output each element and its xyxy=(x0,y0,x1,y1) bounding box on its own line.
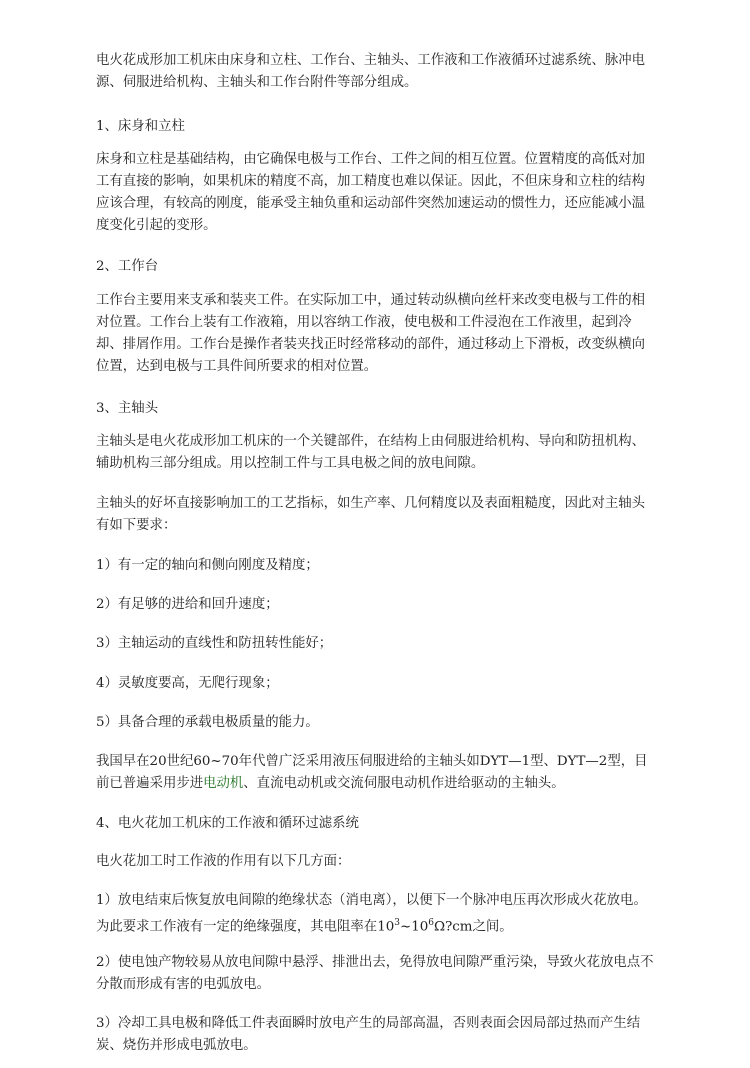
section-heading-bed-column: 1、床身和立柱 xyxy=(96,119,185,134)
intro-paragraph: 电火花成形加工机床由床身和立柱、工作台、主轴头、工作液和工作液循环过滤系统、脉冲电源、伺服进给机构、主轴头和工作台附件等部分组成。 xyxy=(96,53,646,90)
requirement-item: 3）主轴运动的直线性和防扭转性能好； xyxy=(96,636,333,651)
spindle-paragraph: 主轴头是电火花成形加工机床的一个关键部件，在结构上由伺服进给机构、导向和防扭机构、辅助机构三部分组成。用以控制工件与工具电极之间的放电间隙。 xyxy=(96,434,646,471)
history-text-before: 我国早在20世纪60~70年代曾广泛采用液压伺服进给的主轴头如DYT—1型、DYT—2型，目前已普遍采用步进 xyxy=(96,754,648,791)
requirement-item: 5）具备合理的承载电极质量的能力。 xyxy=(96,715,319,730)
motor-link[interactable]: 电动机 xyxy=(203,776,244,791)
requirement-item: 4）灵敏度要高，无爬行现象； xyxy=(96,676,279,691)
exponent-3: 3 xyxy=(394,918,400,928)
history-text-after: 、直流电动机或交流伺服电动机作进给驱动的主轴头。 xyxy=(243,776,565,791)
fluid-function-intro: 电火花加工时工作液的作用有以下几方面： xyxy=(96,854,351,869)
requirement-item: 2）有足够的进给和回升速度； xyxy=(96,597,279,612)
section-heading-fluid-system: 4、电火花加工机床的工作液和循环过滤系统 xyxy=(96,816,359,831)
resistivity-text-before: 1）放电结束后恢复放电间隙的绝缘状态（消电离），以便下一个脉冲电压再次形成火花放电。为此要求工作液有一定的绝缘强度，其电阻率在10 xyxy=(96,893,647,935)
fluid-function-item-3: 3）冷却工具电极和降低工件表面瞬时放电产生的局部高温，否则表面会因局部过热而产生结炭、烧伤并形成电弧放电。 xyxy=(96,1016,641,1053)
section-heading-worktable: 2、工作台 xyxy=(96,259,159,274)
history-paragraph xyxy=(96,751,656,795)
bed-column-paragraph: 床身和立柱是基础结构，由它确保电极与工作台、工件之间的相互位置。位置精度的高低对加工有直接的影响，如果机床的精度不高，加工精度也难以保证。因此，不但床身和立柱的结构应该合理，有较高的刚度，能承受主轴负重和运动部件突然加速运动的惯性力，还应能减小温度变化引起的变形。 xyxy=(96,152,646,233)
exponent-6: 6 xyxy=(428,918,434,928)
requirement-item: 1）有一定的轴向和侧向刚度及精度； xyxy=(96,558,319,573)
worktable-paragraph: 工作台主要用来支承和装夹工件。在实际加工中，通过转动纵横向丝杆来改变电极与工件的相对位置。工作台上装有工作液箱，用以容纳工作液，使电极和工件浸泡在工作液里，起到冷却、排屑作用。工作台是操作者装夹找正时经常移动的部件，通过移动上下滑板，改变纵横向位置，达到电极与工具件间所要求的相对位置。 xyxy=(96,293,646,374)
spindle-requirements-intro: 主轴头的好坏直接影响加工的工艺指标，如生产率、几何精度以及表面粗糙度，因此对主轴头有如下要求： xyxy=(96,496,646,533)
resistivity-text-mid: ~10 xyxy=(399,919,429,935)
resistivity-text-after: Ω?cm之间。 xyxy=(433,919,513,935)
fluid-function-item-2: 2）使电蚀产物较易从放电间隙中悬浮、排泄出去，免得放电间隙严重污染，导致火花放电点不分散而形成有害的电弧放电。 xyxy=(96,955,654,992)
fluid-function-item-1 xyxy=(96,890,656,938)
section-heading-spindle: 3、主轴头 xyxy=(96,401,159,416)
